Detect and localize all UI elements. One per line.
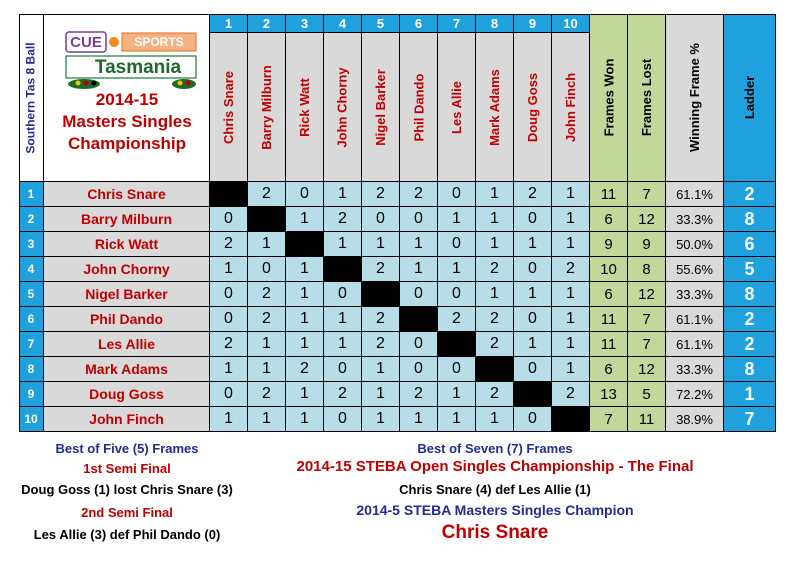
score-cell: 0 bbox=[514, 207, 552, 232]
col-player-label: Doug Goss bbox=[525, 72, 540, 142]
score-cell: 1 bbox=[362, 407, 400, 432]
score-cell: 1 bbox=[476, 207, 514, 232]
frames-lost-cell: 12 bbox=[628, 207, 666, 232]
score-cell: 0 bbox=[514, 407, 552, 432]
score-cell: 2 bbox=[476, 257, 514, 282]
col-player-name bbox=[324, 33, 362, 182]
score-cell: 1 bbox=[324, 232, 362, 257]
side-label: Southern Tas 8 Ball bbox=[24, 41, 39, 154]
score-cell: 0 bbox=[514, 357, 552, 382]
score-cell: 2 bbox=[210, 332, 248, 357]
score-cell: 2 bbox=[362, 332, 400, 357]
winning-pct-cell: 33.3% bbox=[666, 207, 724, 232]
frames-lost-header bbox=[628, 14, 666, 182]
score-cell: 1 bbox=[362, 232, 400, 257]
col-number: 9 bbox=[514, 14, 552, 33]
row-number: 6 bbox=[19, 307, 44, 332]
winning-pct-cell: 33.3% bbox=[666, 357, 724, 382]
ladder-header bbox=[724, 14, 776, 182]
row-player-name: Mark Adams bbox=[44, 357, 210, 382]
frames-lost-cell: 5 bbox=[628, 382, 666, 407]
winning-pct-header bbox=[666, 14, 724, 182]
score-cell: 1 bbox=[552, 282, 590, 307]
col-player-name bbox=[400, 33, 438, 182]
col-player-name bbox=[438, 33, 476, 182]
col-number: 1 bbox=[210, 14, 248, 33]
col-player-label: Rick Watt bbox=[297, 77, 312, 137]
diagonal-cell bbox=[324, 257, 362, 282]
col-player-label: Nigel Barker bbox=[373, 68, 388, 146]
score-cell: 2 bbox=[362, 182, 400, 207]
final-title: 2014-15 STEBA Open Singles Championship - The Final bbox=[296, 458, 694, 475]
score-cell: 2 bbox=[400, 382, 438, 407]
col-player-name bbox=[210, 33, 248, 182]
svg-text:CUE: CUE bbox=[70, 34, 102, 51]
row-player-name: Chris Snare bbox=[44, 182, 210, 207]
score-cell: 1 bbox=[400, 257, 438, 282]
frames-lost-cell: 11 bbox=[628, 407, 666, 432]
score-cell: 1 bbox=[400, 232, 438, 257]
score-cell: 1 bbox=[514, 332, 552, 357]
score-cell: 1 bbox=[438, 407, 476, 432]
score-cell: 2 bbox=[362, 257, 400, 282]
ladder-cell: 5 bbox=[724, 257, 776, 282]
row-player-name: Les Allie bbox=[44, 332, 210, 357]
score-cell: 2 bbox=[286, 357, 324, 382]
score-cell: 1 bbox=[552, 357, 590, 382]
score-cell: 1 bbox=[514, 282, 552, 307]
row-player-name: Doug Goss bbox=[44, 382, 210, 407]
col-number: 7 bbox=[438, 14, 476, 33]
score-cell: 2 bbox=[210, 232, 248, 257]
score-cell: 1 bbox=[324, 307, 362, 332]
score-cell: 2 bbox=[552, 382, 590, 407]
winning-pct-cell: 38.9% bbox=[666, 407, 724, 432]
winning-pct-cell: 61.1% bbox=[666, 182, 724, 207]
score-cell: 1 bbox=[286, 257, 324, 282]
col-number: 10 bbox=[552, 14, 590, 33]
score-cell: 0 bbox=[438, 357, 476, 382]
row-player-name: John Chorny bbox=[44, 257, 210, 282]
score-cell: 1 bbox=[438, 207, 476, 232]
winning-pct-cell: 55.6% bbox=[666, 257, 724, 282]
frames-lost-cell: 7 bbox=[628, 307, 666, 332]
score-cell: 1 bbox=[324, 332, 362, 357]
score-cell: 1 bbox=[286, 282, 324, 307]
score-cell: 1 bbox=[438, 382, 476, 407]
score-cell: 1 bbox=[248, 232, 286, 257]
score-cell: 0 bbox=[362, 207, 400, 232]
score-cell: 1 bbox=[286, 382, 324, 407]
score-cell: 0 bbox=[438, 282, 476, 307]
col-player-name bbox=[514, 33, 552, 182]
row-number: 10 bbox=[19, 407, 44, 432]
col-player-name bbox=[362, 33, 400, 182]
ladder-cell: 1 bbox=[724, 382, 776, 407]
score-cell: 2 bbox=[514, 182, 552, 207]
frames-lost-cell: 12 bbox=[628, 282, 666, 307]
score-cell: 0 bbox=[210, 282, 248, 307]
score-cell: 0 bbox=[400, 332, 438, 357]
ladder-cell: 8 bbox=[724, 207, 776, 232]
score-cell: 2 bbox=[552, 257, 590, 282]
score-cell: 1 bbox=[552, 307, 590, 332]
diagonal-cell bbox=[248, 207, 286, 232]
score-cell: 0 bbox=[400, 357, 438, 382]
col-player-label: Les Allie bbox=[449, 80, 465, 134]
frames-won-cell: 11 bbox=[590, 307, 628, 332]
score-cell: 0 bbox=[438, 182, 476, 207]
score-cell: 2 bbox=[324, 382, 362, 407]
row-player-name: Rick Watt bbox=[44, 232, 210, 257]
svg-text:SPORTS: SPORTS bbox=[134, 35, 184, 49]
row-number: 4 bbox=[19, 257, 44, 282]
frames-won-header bbox=[590, 14, 628, 182]
col-number: 3 bbox=[286, 14, 324, 33]
score-cell: 2 bbox=[248, 307, 286, 332]
final-result: Chris Snare (4) def Les Allie (1) bbox=[399, 482, 591, 497]
frames-won-cell: 6 bbox=[590, 282, 628, 307]
title-event: Masters Singles bbox=[62, 112, 192, 131]
semi1-title: 1st Semi Final bbox=[83, 461, 171, 476]
score-cell: 1 bbox=[286, 407, 324, 432]
col-number: 6 bbox=[400, 14, 438, 33]
ladder-cell: 2 bbox=[724, 332, 776, 357]
col-number: 4 bbox=[324, 14, 362, 33]
title-season: 2014-15 bbox=[95, 90, 159, 109]
row-number: 3 bbox=[19, 232, 44, 257]
svg-text:Tasmania: Tasmania bbox=[94, 57, 182, 78]
score-cell: 1 bbox=[514, 232, 552, 257]
frames-won-cell: 11 bbox=[590, 332, 628, 357]
diagonal-cell bbox=[514, 382, 552, 407]
ladder-cell: 2 bbox=[724, 182, 776, 207]
col-player-label: Phil Dando bbox=[411, 73, 427, 141]
score-cell: 2 bbox=[438, 307, 476, 332]
score-cell: 1 bbox=[286, 307, 324, 332]
winning-pct-cell: 61.1% bbox=[666, 332, 724, 357]
semi2-result: Les Allie (3) def Phil Dando (0) bbox=[33, 527, 221, 542]
col-player-label: Mark Adams bbox=[487, 68, 503, 146]
frames-lost-cell: 9 bbox=[628, 232, 666, 257]
row-number: 7 bbox=[19, 332, 44, 357]
col-player-label: John Finch bbox=[563, 72, 578, 142]
best-of-seven-label: Best of Seven (7) Frames bbox=[417, 441, 573, 456]
score-cell: 1 bbox=[552, 207, 590, 232]
frames-won-cell: 11 bbox=[590, 182, 628, 207]
ladder-label: Ladder bbox=[742, 75, 757, 120]
side-label-cell bbox=[19, 14, 44, 182]
score-cell: 0 bbox=[514, 257, 552, 282]
score-cell: 2 bbox=[248, 382, 286, 407]
score-cell: 0 bbox=[400, 282, 438, 307]
score-cell: 2 bbox=[476, 332, 514, 357]
score-cell: 2 bbox=[400, 182, 438, 207]
score-cell: 1 bbox=[552, 332, 590, 357]
frames-won-cell: 10 bbox=[590, 257, 628, 282]
col-number: 5 bbox=[362, 14, 400, 33]
ladder-cell: 2 bbox=[724, 307, 776, 332]
ladder-cell: 8 bbox=[724, 357, 776, 382]
score-cell: 0 bbox=[210, 382, 248, 407]
semi2-title: 2nd Semi Final bbox=[81, 505, 173, 520]
score-cell: 1 bbox=[286, 207, 324, 232]
diagonal-cell bbox=[210, 182, 248, 207]
frames-lost-cell: 7 bbox=[628, 332, 666, 357]
winning-pct-cell: 72.2% bbox=[666, 382, 724, 407]
frames-won-cell: 13 bbox=[590, 382, 628, 407]
frames-lost-cell: 8 bbox=[628, 257, 666, 282]
winning-pct-label: Winning Frame % bbox=[687, 43, 703, 152]
score-cell: 1 bbox=[476, 232, 514, 257]
frames-lost-cell: 12 bbox=[628, 357, 666, 382]
score-cell: 0 bbox=[324, 407, 362, 432]
score-cell: 0 bbox=[324, 282, 362, 307]
diagonal-cell bbox=[400, 307, 438, 332]
frames-won-cell: 6 bbox=[590, 357, 628, 382]
score-cell: 2 bbox=[324, 207, 362, 232]
diagonal-cell bbox=[286, 232, 324, 257]
diagonal-cell bbox=[438, 332, 476, 357]
diagonal-cell bbox=[362, 282, 400, 307]
frames-lost-label: Frames Lost bbox=[639, 58, 654, 137]
semi1-result: Doug Goss (1) lost Chris Snare (3) bbox=[21, 482, 233, 497]
col-player-label: Barry Milburn bbox=[259, 64, 275, 150]
score-cell: 1 bbox=[476, 282, 514, 307]
col-number: 2 bbox=[248, 14, 286, 33]
best-of-five-label: Best of Five (5) Frames bbox=[55, 441, 199, 456]
col-player-name bbox=[286, 33, 324, 182]
row-player-name: John Finch bbox=[44, 407, 210, 432]
winning-pct-cell: 33.3% bbox=[666, 282, 724, 307]
winning-pct-cell: 61.1% bbox=[666, 307, 724, 332]
row-number: 2 bbox=[19, 207, 44, 232]
score-cell: 2 bbox=[248, 182, 286, 207]
row-number: 5 bbox=[19, 282, 44, 307]
score-cell: 0 bbox=[286, 182, 324, 207]
row-player-name: Phil Dando bbox=[44, 307, 210, 332]
col-player-name bbox=[552, 33, 590, 182]
score-cell: 1 bbox=[324, 182, 362, 207]
frames-won-cell: 9 bbox=[590, 232, 628, 257]
champion-name: Chris Snare bbox=[441, 522, 549, 543]
score-cell: 1 bbox=[210, 257, 248, 282]
row-number: 8 bbox=[19, 357, 44, 382]
score-cell: 2 bbox=[362, 307, 400, 332]
score-cell: 1 bbox=[552, 182, 590, 207]
score-cell: 0 bbox=[248, 257, 286, 282]
row-number: 1 bbox=[19, 182, 44, 207]
title-block bbox=[44, 14, 210, 182]
score-cell: 1 bbox=[248, 357, 286, 382]
score-cell: 1 bbox=[286, 332, 324, 357]
score-cell: 2 bbox=[476, 382, 514, 407]
diagonal-cell bbox=[552, 407, 590, 432]
ladder-cell: 7 bbox=[724, 407, 776, 432]
score-cell: 1 bbox=[400, 407, 438, 432]
ladder-cell: 8 bbox=[724, 282, 776, 307]
col-player-name bbox=[476, 33, 514, 182]
score-cell: 1 bbox=[362, 357, 400, 382]
title-type: Championship bbox=[67, 134, 187, 153]
score-cell: 1 bbox=[552, 232, 590, 257]
score-cell: 2 bbox=[248, 282, 286, 307]
score-cell: 1 bbox=[210, 407, 248, 432]
frames-lost-cell: 7 bbox=[628, 182, 666, 207]
score-cell: 0 bbox=[324, 357, 362, 382]
frames-won-label: Frames Won bbox=[601, 58, 616, 137]
score-cell: 1 bbox=[248, 407, 286, 432]
score-cell: 0 bbox=[514, 307, 552, 332]
cue-sports-logo bbox=[64, 30, 199, 90]
score-cell: 0 bbox=[210, 207, 248, 232]
ladder-cell: 6 bbox=[724, 232, 776, 257]
score-cell: 1 bbox=[476, 407, 514, 432]
score-cell: 1 bbox=[476, 182, 514, 207]
score-cell: 1 bbox=[438, 257, 476, 282]
score-cell: 0 bbox=[210, 307, 248, 332]
row-number: 9 bbox=[19, 382, 44, 407]
champion-title: 2014-5 STEBA Masters Singles Champion bbox=[356, 502, 634, 518]
score-cell: 0 bbox=[438, 232, 476, 257]
row-player-name: Barry Milburn bbox=[44, 207, 210, 232]
score-cell: 2 bbox=[476, 307, 514, 332]
col-player-label: Chris Snare bbox=[221, 70, 237, 144]
score-cell: 0 bbox=[400, 207, 438, 232]
col-number: 8 bbox=[476, 14, 514, 33]
diagonal-cell bbox=[476, 357, 514, 382]
score-cell: 1 bbox=[248, 332, 286, 357]
score-cell: 1 bbox=[210, 357, 248, 382]
score-cell: 1 bbox=[362, 382, 400, 407]
winning-pct-cell: 50.0% bbox=[666, 232, 724, 257]
frames-won-cell: 6 bbox=[590, 207, 628, 232]
frames-won-cell: 7 bbox=[590, 407, 628, 432]
col-player-name bbox=[248, 33, 286, 182]
row-player-name: Nigel Barker bbox=[44, 282, 210, 307]
col-player-label: John Chorny bbox=[335, 66, 351, 148]
